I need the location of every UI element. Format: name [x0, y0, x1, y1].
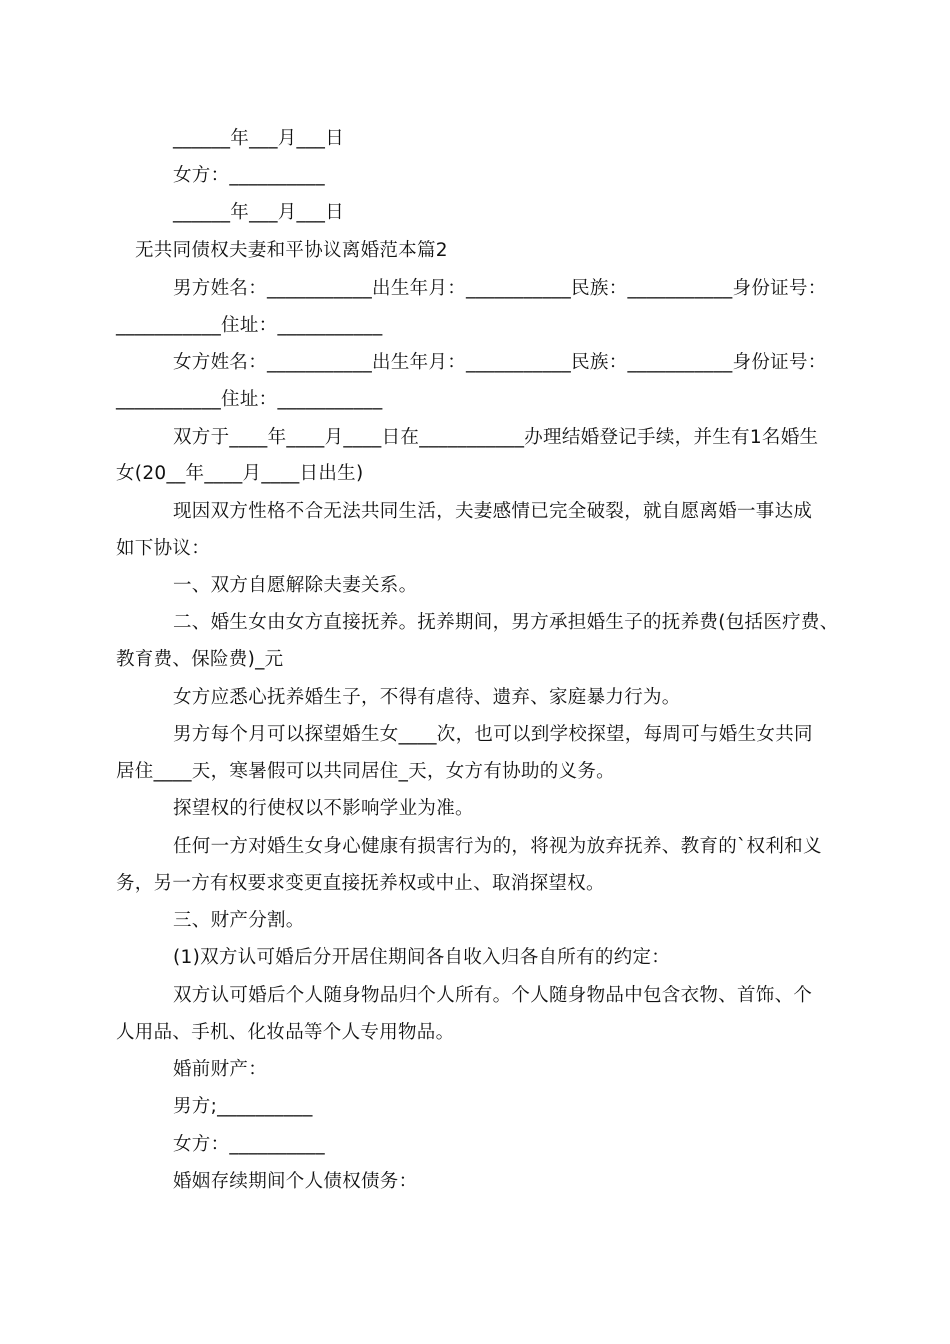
paragraph-line: 女方应悉心抚养婚生子，不得有虐待、遗弃、家庭暴力行为。 [173, 687, 681, 708]
signature-date-line: ______年___月___日 [173, 202, 345, 223]
clause-line: 教育费、保险费)_元 [116, 649, 284, 670]
paragraph-line: 务，另一方有权要求变更直接抚养权或中止、取消探望权。 [116, 873, 605, 894]
paragraph-line: 双方认可婚后个人随身物品归个人所有。个人随身物品中包含衣物、首饰、个 [173, 985, 813, 1006]
paragraph-line: 居住____天，寒暑假可以共同居住_天，女方有协助的义务。 [116, 761, 615, 782]
paragraph-line: 双方于____年____月____日在___________办理结婚登记手续，并生有1名婚生 [173, 427, 819, 448]
paragraph-line: 现因双方性格不合无法共同生活，夫妻感情已完全破裂，就自愿离婚一事达成 [173, 501, 813, 522]
paragraph-line: 婚前财产： [173, 1059, 268, 1080]
male-party-property-line: 男方;__________ [173, 1096, 313, 1117]
paragraph-line: 任何一方对婚生女身心健康有损害行为的，将视为放弃抚养、教育的`权利和义 [173, 836, 822, 857]
paragraph-line: (1)双方认可婚后分开居住期间各自收入归各自所有的约定： [173, 947, 671, 968]
female-party-signature-line: 女方：__________ [173, 165, 325, 186]
paragraph-line: 人用品、手机、化妆品等个人专用物品。 [116, 1022, 455, 1043]
paragraph-line: 婚姻存续期间个人债权债务： [173, 1171, 418, 1192]
female-party-address-line: ___________住址：___________ [116, 389, 383, 410]
male-party-address-line: ___________住址：___________ [116, 315, 383, 336]
female-party-info-line: 女方姓名：___________出生年月：___________民族：___________身份证号： [173, 352, 827, 373]
clause-line: 三、财产分割。 [173, 910, 305, 931]
female-party-property-line: 女方：__________ [173, 1134, 325, 1155]
male-party-info-line: 男方姓名：___________出生年月：___________民族：___________身份证号： [173, 278, 827, 299]
section-heading: 无共同债权夫妻和平协议离婚范本篇2 [135, 240, 448, 261]
paragraph-line: 男方每个月可以探望婚生女____次，也可以到学校探望，每周可与婚生女共同 [173, 724, 813, 745]
clause-line: 一、双方自愿解除夫妻关系。 [173, 575, 418, 596]
paragraph-line: 女(20__年____月____日出生) [116, 463, 364, 484]
clause-line: 二、婚生女由女方直接抚养。抚养期间，男方承担婚生子的抚养费(包括医疗费、 [173, 612, 839, 633]
signature-date-line: ______年___月___日 [173, 128, 345, 149]
paragraph-line: 探望权的行使权以不影响学业为准。 [173, 798, 474, 819]
paragraph-line: 如下协议： [116, 538, 211, 559]
